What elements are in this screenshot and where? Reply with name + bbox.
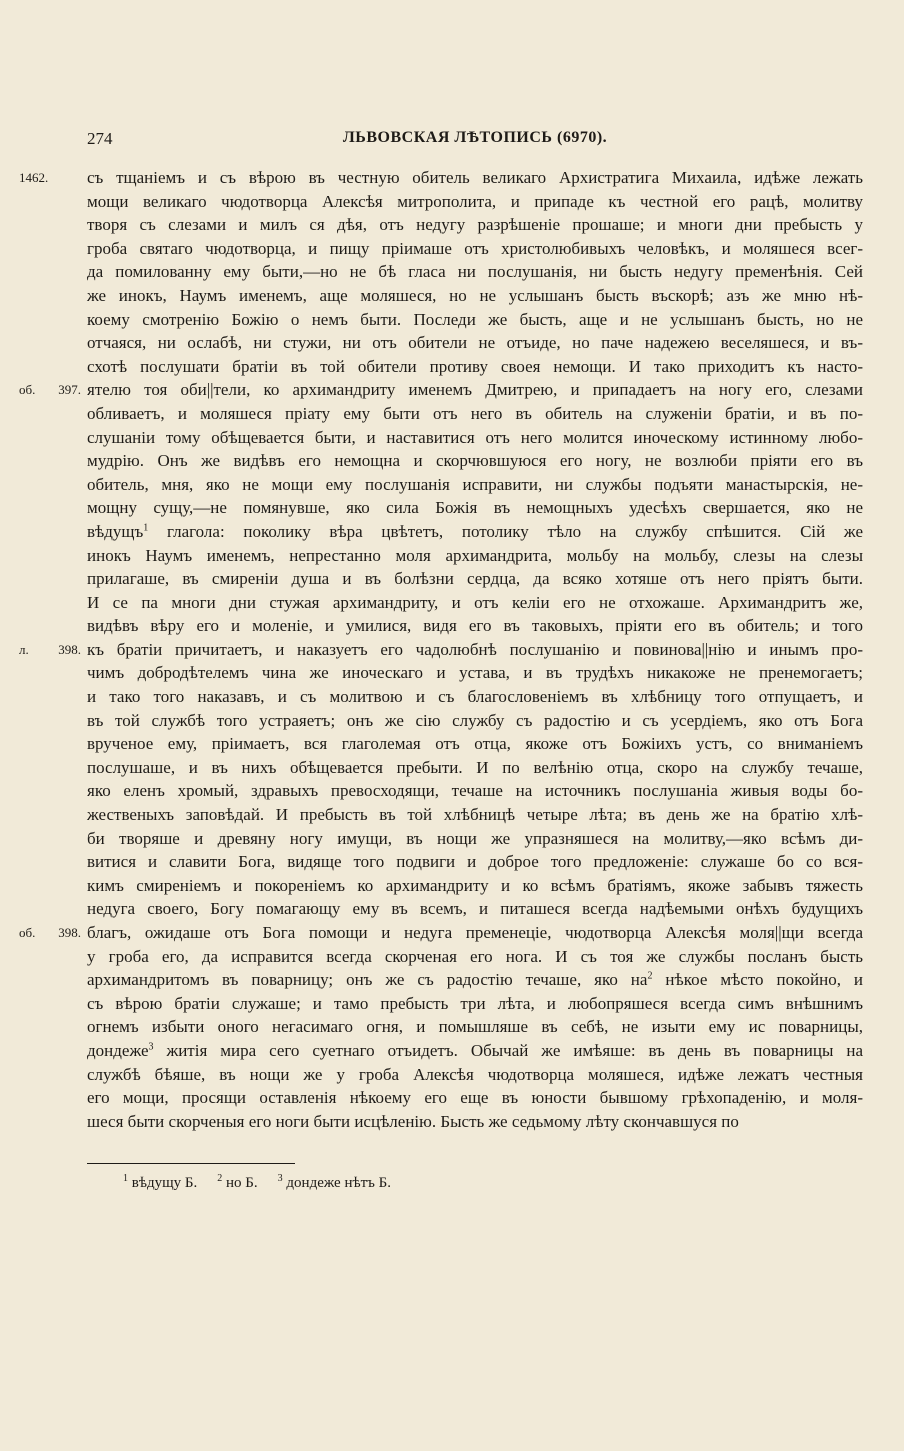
- line-text: гроба святаго чюдотворца, и пищу пріимаше отъ христолюбивыхъ человѣкъ, и моляшеся всег-: [87, 238, 863, 258]
- line-text: недуга своего, Богу помагающу ему въ всемъ, и питашеся всегда надѣемыми онѣхъ будущихъ: [87, 899, 863, 919]
- line-text: да помилованну ему быти,—но не бѣ гласа ни послушанія, ни бысть недугу пременѣнія. Сей: [87, 262, 863, 282]
- footnote: [123, 1175, 197, 1191]
- text-line: [87, 426, 863, 450]
- text-line: [87, 850, 863, 874]
- line-text: съ вѣрою братіи служаше; и тамо пребысть три лѣта, и любопряшеся всегда симъ внѣшнимъ: [87, 993, 863, 1013]
- line-text-continued: житія мира сего суетнаго отъидетъ. Обычай же имѣяше: въ день въ поварницы на: [153, 1040, 863, 1060]
- line-text: и тако того наказавъ, и съ молитвою и съ благословеніемъ въ хлѣбницу того отпущаетъ, и: [87, 687, 863, 707]
- text-line: [19, 921, 863, 945]
- footnotes: [123, 1175, 411, 1192]
- margin-note: об. 397.: [19, 382, 81, 398]
- text-line: [87, 308, 863, 332]
- running-title: ЛЬВОВСКАЯ ЛѢТОПИСЬ (6970).: [342, 129, 608, 146]
- line-text: обливаетъ, и моляшеся пріату ему быти отъ него въ обитель на служеніи братіи, и въ по-: [87, 403, 863, 423]
- text-line: [87, 1110, 863, 1134]
- line-text: схотѣ послушати братіи въ той обители противу своея немощи. И тако приходитъ къ насто-: [87, 356, 863, 376]
- margin-note: л. 398.: [19, 641, 81, 657]
- text-line: [87, 402, 863, 426]
- line-text: би творяше и древяну ногу имущи, въ нощи же упразняшеся на молитву,—яко всѣмъ ди-: [87, 828, 863, 848]
- text-line: [87, 331, 863, 355]
- text-line: [87, 968, 863, 992]
- text-line: [19, 166, 863, 190]
- text-line: [87, 732, 863, 756]
- footnote-divider: [87, 1163, 295, 1164]
- text-line: [87, 992, 863, 1016]
- footnote: [278, 1175, 391, 1191]
- text-line: [87, 945, 863, 969]
- footnote-marker: 2: [647, 970, 653, 982]
- text-line: [87, 544, 863, 568]
- text-line: [87, 190, 863, 214]
- text-line: [87, 803, 863, 827]
- text-line: [87, 567, 863, 591]
- text-line: [19, 378, 863, 402]
- text-line: [87, 685, 863, 709]
- text-line: [87, 260, 863, 284]
- line-text: мощну сущу,—не помянувше, яко сила Божія въ немощныхъ удесѣхъ свершается, яко не: [87, 498, 863, 518]
- footnote-text: дондеже нѣтъ Б.: [282, 1175, 392, 1191]
- line-text: къ братіи причитаетъ, и наказуетъ его чадолюбнѣ послушанію и повинова||нію и инымъ про-: [87, 639, 863, 659]
- line-text: же инокъ, Наумъ именемъ, аще моляшеся, но не услышанъ бысть въскорѣ; азъ же мню нѣ-: [87, 285, 863, 305]
- line-text: благъ, ожидаше отъ Бога помощи и недуга пременеціе, чюдотворца Алексѣя моля||щи всегда: [87, 923, 863, 942]
- line-text: яко еленъ хромый, здравыхъ превосходящи, течаше на источникъ послушаніа живыя воды бо-: [87, 781, 863, 801]
- line-text: въ той службѣ того устраяетъ; онъ же сію службу съ радостію и съ усердіемъ, яко отъ Бога: [87, 710, 863, 730]
- line-text: витися и славити Бога, видяще того подвиги и доброе того предложеніе: служаше бо со вся-: [87, 852, 863, 872]
- text-line: [87, 284, 863, 308]
- text-line: [87, 591, 863, 615]
- line-text: огнемъ избыти оного негасимаго огня, и помышляше въ себѣ, не изыти ему ис поварницы,: [87, 1017, 863, 1037]
- footnote-mark: 3: [277, 1173, 283, 1184]
- text-line: [87, 827, 863, 851]
- footnote-marker: 3: [148, 1041, 154, 1053]
- line-text: слушаніи тому обѣщевается быти, и наставитися отъ него молится иноческому истинному любо-: [87, 427, 863, 447]
- text-line: [87, 1086, 863, 1110]
- text-line: [87, 473, 863, 497]
- footnote-mark: 2: [217, 1173, 223, 1184]
- text-line: [87, 1015, 863, 1039]
- text-line: [87, 779, 863, 803]
- text-line: [87, 496, 863, 520]
- line-text: чимъ добродѣтелемъ чина же иноческаго и устава, и въ трудѣхъ никакоже не пренемогаетъ;: [87, 663, 863, 683]
- text-line: [87, 614, 863, 638]
- text-line: [87, 1039, 863, 1063]
- line-text: обитель, мня, яко не мощи ему послушанія исправити, ни службы подъяти манастырскія, не-: [87, 474, 863, 494]
- line-text: шеся быти скорченыя его ноги быти исцѣленію. Бысть же седьмому лѣту скончавшуся по: [87, 1111, 739, 1131]
- line-text: кимъ смиреніемъ и покореніемъ ко архимандриту и ко всѣмъ братіямъ, якоже забывъ тяжесть: [87, 875, 863, 895]
- line-text: вѣдущъ: [87, 521, 144, 541]
- footnote-marker: 1: [143, 522, 149, 534]
- text-line: [87, 449, 863, 473]
- footnote-mark: 1: [123, 1173, 128, 1184]
- text-line: [87, 520, 863, 544]
- text-line: [87, 874, 863, 898]
- text-line: [87, 756, 863, 780]
- line-text: мудрію. Онъ же видѣвъ его немощна и скорчювшуюся его ногу, не возлюби пріяти его въ: [87, 451, 863, 471]
- page-header: [87, 129, 863, 153]
- text-line: [87, 213, 863, 237]
- text-line: [19, 638, 863, 662]
- line-text: его мощи, просящи оставленія нѣкоему его еще въ юности бывшому грѣхопаденію, и моля-: [87, 1088, 863, 1108]
- text-line: [87, 1063, 863, 1087]
- line-text: творя съ слезами и милъ ся дѣя, отъ недугу разрѣшеніе прошаше; и многи дни пребысть у: [87, 215, 863, 235]
- line-text-continued: глагола: поколику вѣра цвѣтетъ, потолику тѣло на службу спѣшится. Сій же: [148, 521, 863, 541]
- line-text: прилагаше, въ смиреніи душа и въ болѣзни сердца, да всяко хотяше отъ него пріятъ быти.: [87, 569, 863, 589]
- line-text: съ тщаніемъ и съ вѣрою въ честную обитель великаго Архистратига Михаила, идѣже лежать: [87, 168, 863, 187]
- line-text: послушаше, и въ нихъ обѣщевается пребыти. И по велѣнію отца, скоро на службу течаше,: [87, 757, 863, 777]
- text-line: [87, 897, 863, 921]
- text-line: [87, 709, 863, 733]
- line-text: службѣ бѣяше, въ нощи же у гроба Алексѣя чюдотворца моляшеся, идѣже лежатъ честныя: [87, 1064, 863, 1084]
- line-text: мощи великаго чюдотворца Алексѣя митрополита, и припаде къ честной его рацѣ, молитву: [87, 191, 863, 211]
- text-line: [87, 661, 863, 685]
- page-number: 274: [87, 129, 113, 148]
- main-text: [19, 166, 863, 1133]
- line-text: дондеже: [87, 1040, 149, 1060]
- line-text: коему смотренію Божію о немъ быти. Последи же бысть, аще и не услышанъ бысть, но не: [87, 309, 863, 329]
- line-text: архимандритомъ въ поварницу; онъ же съ радостію течаше, яко на: [87, 970, 648, 990]
- line-text-continued: нѣкое мѣсто покойно, и: [652, 970, 863, 990]
- margin-note: 1462.: [19, 170, 49, 185]
- line-text: отчаяся, ни ослабѣ, ни стужи, ни отъ обители не отъиде, но паче надежею веселяшеся, и въ-: [87, 333, 863, 353]
- footnote-text: но Б.: [222, 1175, 258, 1191]
- line-text: врученое ему, пріимаетъ, вся глаголемая отъ отца, якоже отъ Божіихъ устъ, со вниманіемъ: [87, 734, 863, 754]
- line-text: у гроба его, да исправится всегда скорченая его нога. И съ тоя же службы посланъ бысть: [87, 946, 863, 966]
- line-text: ятелю тоя оби||тели, ко архимандриту именемъ Дмитрею, и припадаетъ на ногу его, слезами: [87, 380, 863, 400]
- footnote-text: вѣдущу Б.: [128, 1175, 198, 1191]
- footnote: [217, 1175, 257, 1191]
- text-line: [87, 237, 863, 261]
- line-text: видѣвъ вѣру его и моленіе, и умилися, видя его въ таковыхъ, пріяти его въ обитель; и того: [87, 616, 863, 636]
- line-text: инокъ Наумъ именемъ, непрестанно моля архимандрита, мольбу на мольбу, слезы на слезы: [87, 545, 863, 565]
- margin-note: об. 398.: [19, 925, 81, 940]
- line-text: жественыхъ заповѣдай. И пребысть въ той хлѣбницѣ четыре лѣта; въ день же на братію хлѣ-: [87, 805, 863, 825]
- line-text: И се па многи дни стужая архимандриту, и отъ келіи его не отхожаше. Архимандритъ же,: [87, 592, 863, 612]
- text-line: [87, 355, 863, 379]
